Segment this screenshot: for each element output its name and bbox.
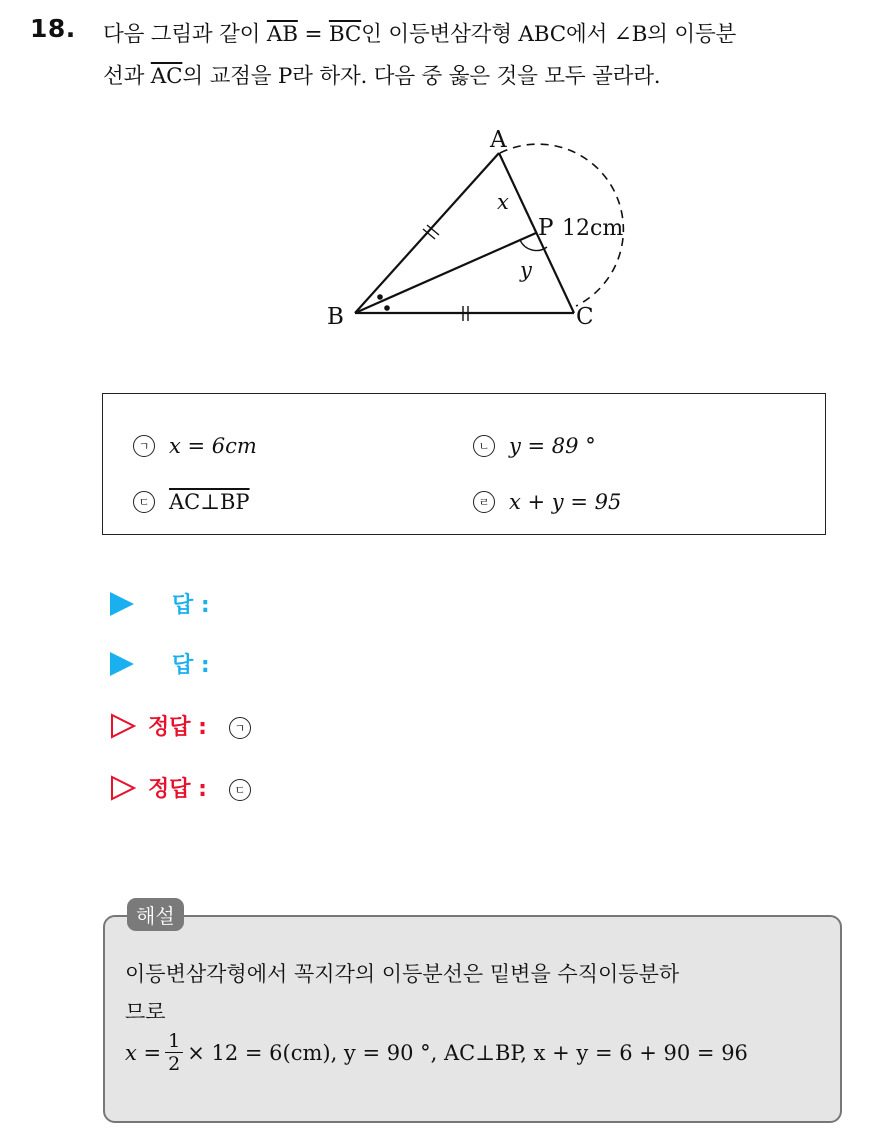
option-3-text: AC⊥BP: [169, 490, 250, 514]
vertex-b-label: B: [327, 304, 344, 330]
marker-rieul: ㄹ: [473, 491, 495, 513]
y-label: y: [520, 258, 532, 282]
red-arrow-outline-icon: [110, 775, 136, 801]
vertex-c-label: C: [576, 304, 594, 330]
x-label: x: [497, 190, 509, 214]
answer-label: 답 :: [172, 593, 210, 618]
option-4-text: x + y = 95: [509, 490, 622, 514]
question-text-line-2: 선과 $\overline{AC}$의 교점을 P라 하자. 다음 중 옳은 것을 모두 골라라.: [103, 64, 661, 89]
angle-mark-dot-1: [377, 294, 383, 300]
option-1-text: x = 6cm: [169, 434, 257, 458]
fraction-one-half: $\frac{1}{2}$: [165, 1030, 183, 1075]
blue-arrow-icon: [110, 652, 134, 676]
answer-label: 답 :: [172, 653, 210, 678]
length-label: 12cm: [562, 216, 624, 241]
question-number: 18.: [30, 14, 76, 43]
option-2: [473, 434, 596, 458]
red-arrow-outline-icon: [110, 713, 136, 739]
option-4: [473, 490, 621, 514]
correct-answer-1: [110, 710, 265, 741]
options-box: [102, 393, 826, 535]
question-text-line-1: 다음 그림과 같이 $\overline{AB} = \overline{BC}$인 이등변삼각형 ABC에서 ∠B의 이등분: [103, 22, 737, 47]
option-3: [133, 490, 250, 514]
correct-answer-value: ㄱ: [229, 717, 251, 739]
answer-blank-2: [110, 648, 210, 679]
explanation-line-2: 므로: [125, 1000, 166, 1024]
correct-answer-label: 정답 :: [148, 777, 207, 802]
answer-blank-1: [110, 588, 210, 619]
option-1: [133, 434, 257, 458]
explanation-box: [103, 915, 842, 1123]
bisector-bp: [355, 233, 536, 313]
vertex-a-label: A: [490, 127, 507, 153]
explanation-line-1: 이등변삼각형에서 꼭지각의 이등분선은 밑변을 수직이등분하: [125, 962, 680, 986]
correct-answer-label: 정답 :: [148, 715, 207, 740]
explanation-tag: 해설: [127, 898, 184, 931]
triangle-figure: [325, 125, 645, 340]
marker-nieun: ㄴ: [473, 435, 495, 457]
marker-giyeok: ㄱ: [133, 435, 155, 457]
angle-mark-dot-2: [384, 305, 390, 311]
correct-answer-value: ㄷ: [229, 779, 251, 801]
explanation-line-3: x = $\frac{1}{2}$ × 12 = 6(cm), y = 90 °, AC⊥BP, x + y = 6 + 90 = 96: [125, 1030, 748, 1075]
vertex-p-label: P: [538, 215, 554, 241]
blue-arrow-icon: [110, 592, 134, 616]
marker-digeut: ㄷ: [133, 491, 155, 513]
option-2-text: y = 89 °: [509, 434, 596, 458]
correct-answer-2: [110, 772, 265, 803]
